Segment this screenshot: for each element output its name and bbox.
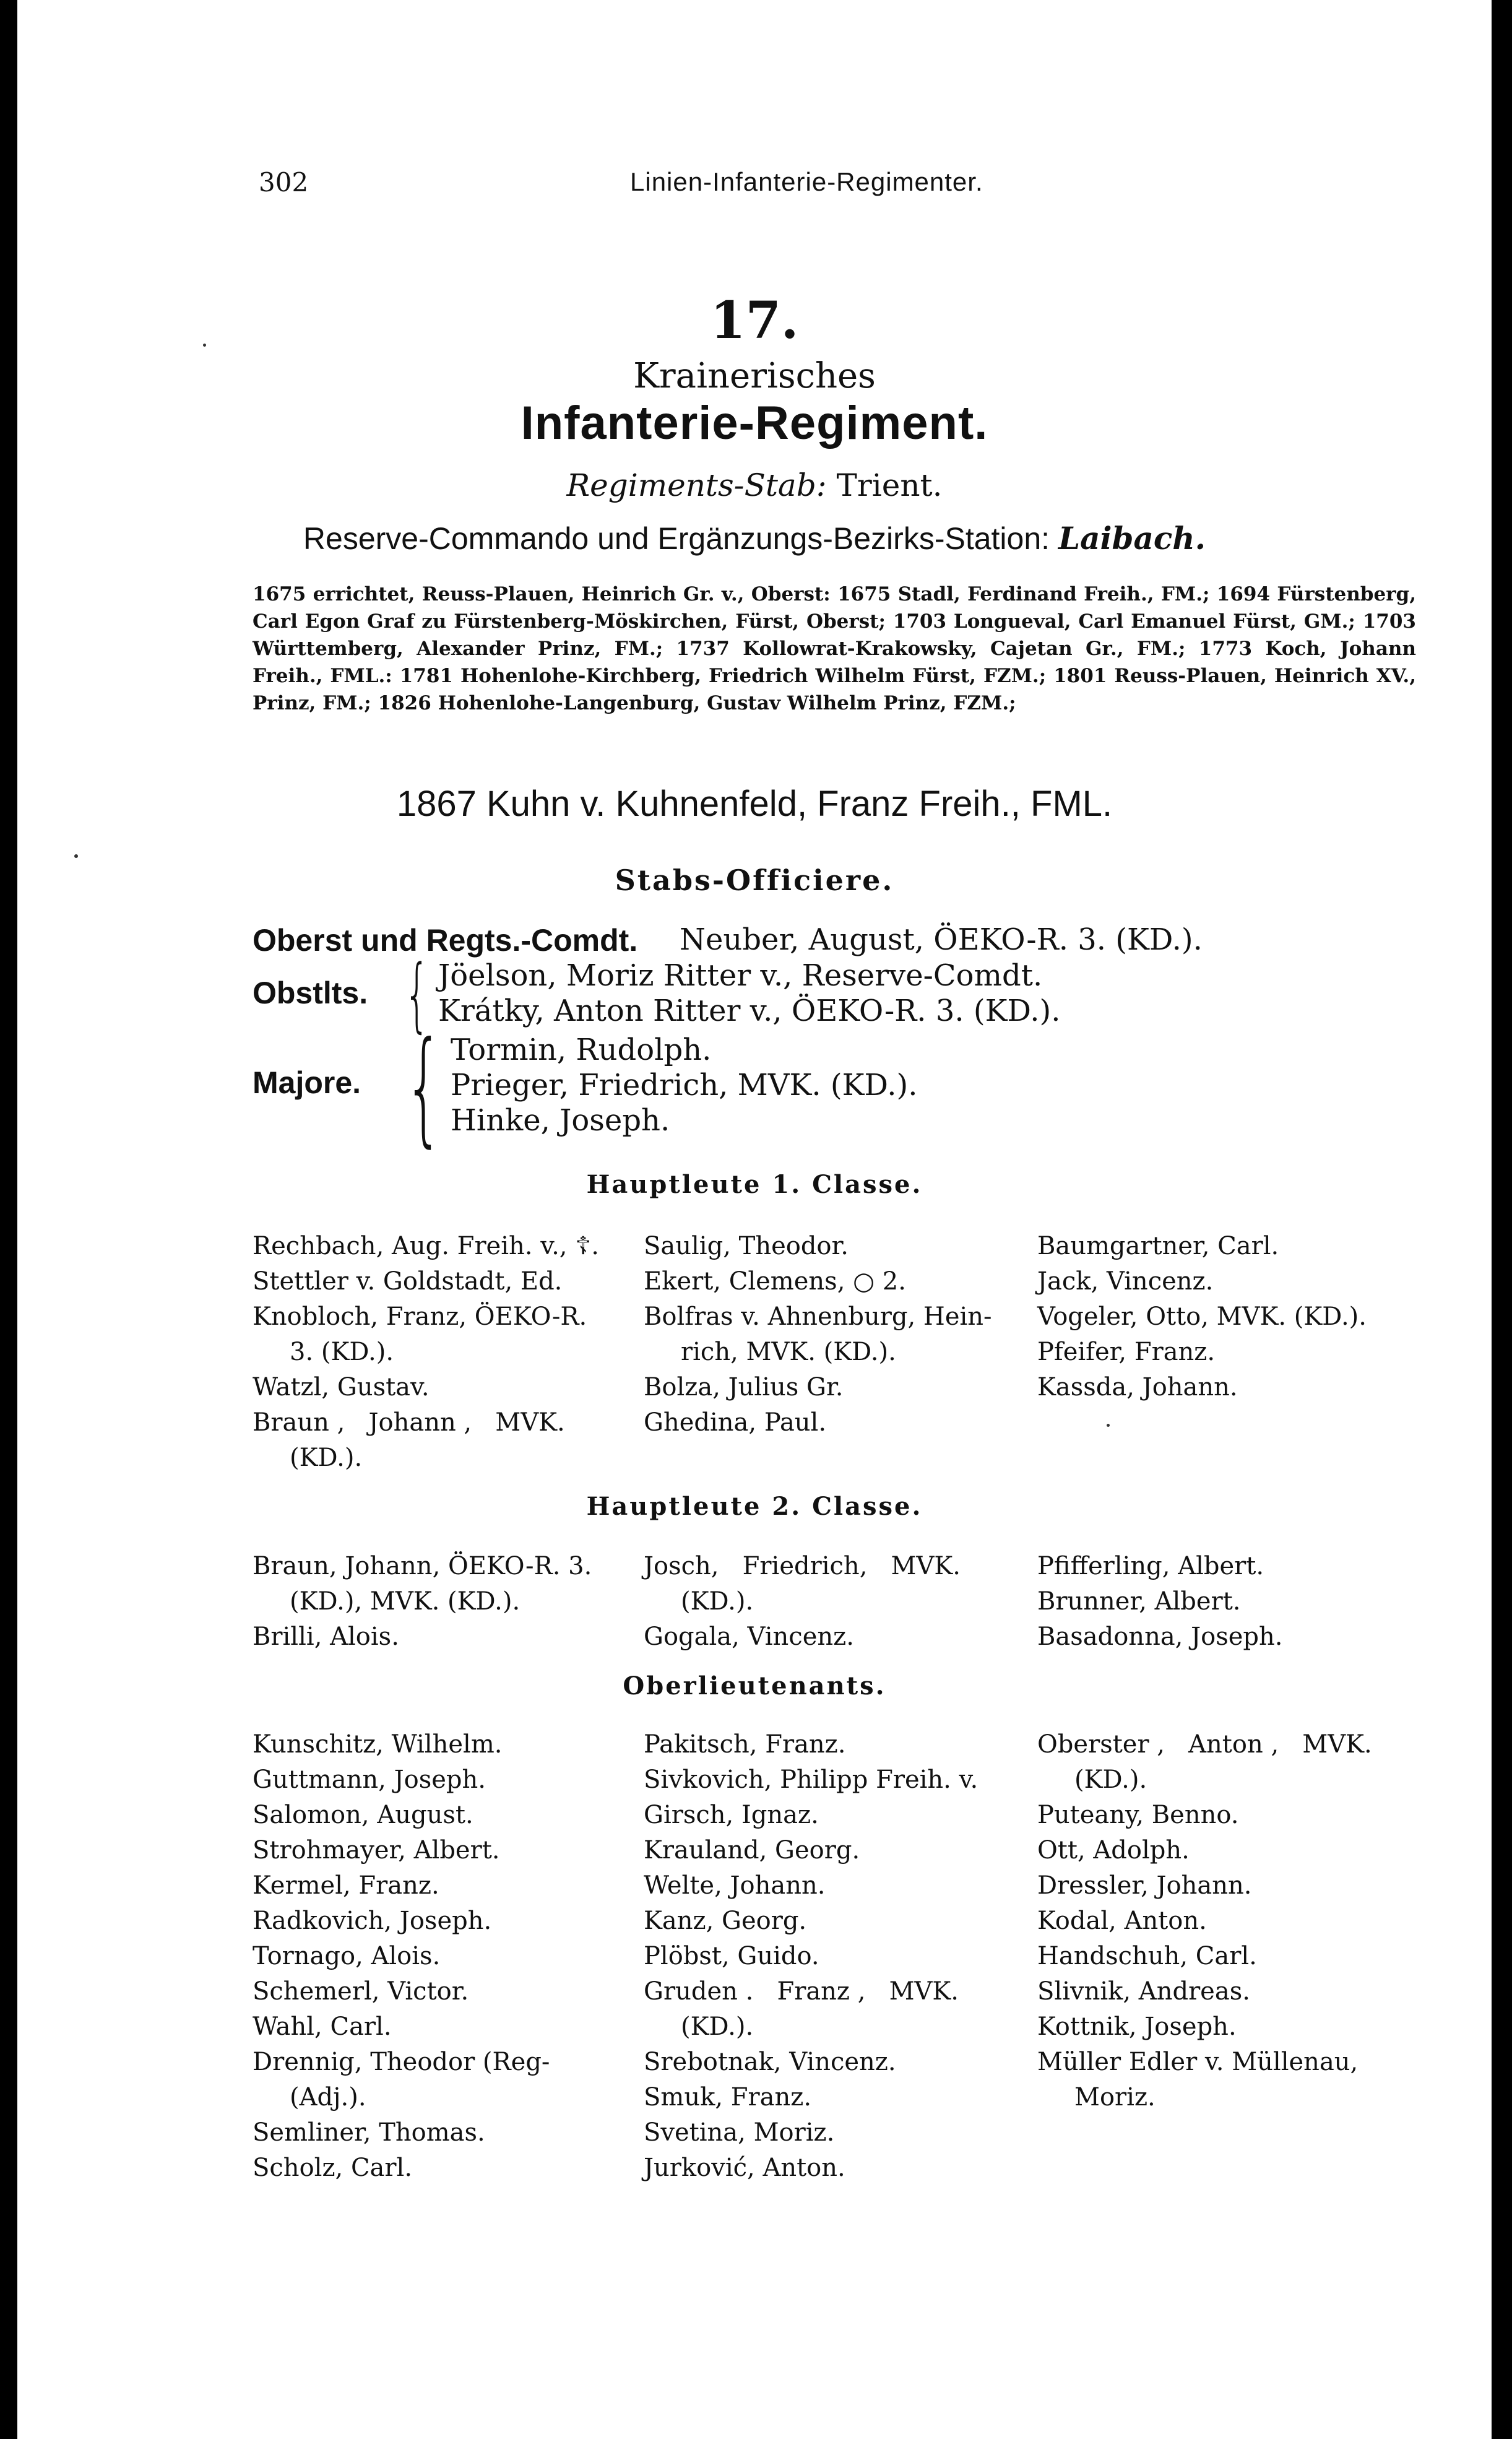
list-item: Gruden . Franz , MVK. <box>644 1977 959 2006</box>
hauptleute-1-heading: Hauptleute 1. Classe. <box>586 1170 923 1199</box>
major-2: Prieger, Friedrich, MVK. (KD.). <box>451 1068 918 1103</box>
list-item: Strohmayer, Albert. <box>253 1836 500 1865</box>
document-page <box>17 0 1492 2439</box>
stab-value: Trient. <box>836 467 943 503</box>
regiment-number: 17. <box>710 291 799 350</box>
list-item: (Adj.). <box>290 2083 366 2112</box>
list-item: Guttmann, Joseph. <box>253 1765 486 1794</box>
list-item: Srebotnak, Vincenz. <box>644 2048 896 2076</box>
list-item: Vogeler, Otto, MVK. (KD.). <box>1037 1302 1367 1331</box>
list-item: Saulig, Theodor. <box>644 1232 849 1260</box>
list-item: (KD.), MVK. (KD.). <box>290 1587 521 1616</box>
list-item: Bolza, Julius Gr. <box>644 1373 844 1401</box>
list-item: Kottnik, Joseph. <box>1037 2012 1237 2041</box>
hauptleute-1-col1 <box>253 1229 636 1476</box>
list-item: (KD.). <box>1074 1765 1147 1794</box>
list-item: Ott, Adolph. <box>1037 1836 1190 1865</box>
list-item: Rechbach, Aug. Freih. v., ☦. <box>253 1232 599 1260</box>
majore-label: Majore. <box>253 1065 361 1100</box>
regiment-inhaber: 1867 Kuhn v. Kuhnenfeld, Franz Freih., FML. <box>396 784 1113 824</box>
list-item: Sivkovich, Philipp Freih. v. <box>644 1765 978 1794</box>
list-item: Drennig, Theodor (Reg- <box>253 2048 550 2076</box>
obstlts-brace: { <box>404 947 430 1041</box>
list-item: Müller Edler v. Müllenau, <box>1037 2048 1359 2076</box>
list-item: Kermel, Franz. <box>253 1871 439 1900</box>
hauptleute-2-col3 <box>1037 1549 1483 1655</box>
list-item: Kassda, Johann. <box>1037 1373 1238 1401</box>
list-item: Braun , Johann , MVK. <box>253 1408 565 1437</box>
list-item: (KD.). <box>681 1587 754 1616</box>
hauptleute-1-col3 <box>1037 1229 1483 1405</box>
list-item: Jack, Vincenz. <box>1037 1267 1214 1296</box>
list-item: Schemerl, Victor. <box>253 1977 469 2006</box>
oberst-label: Oberst und Regts.-Comdt. <box>253 923 638 958</box>
list-item: Svetina, Moriz. <box>644 2118 835 2147</box>
regiment-title: Infanterie-Regiment. <box>521 397 988 449</box>
list-item: Salomon, August. <box>253 1801 473 1829</box>
stabs-officiere-heading: Stabs-Officiere. <box>615 864 894 897</box>
list-item: rich, MVK. (KD.). <box>681 1338 896 1366</box>
hauptleute-2-heading: Hauptleute 2. Classe. <box>586 1492 923 1521</box>
reserve-line <box>17 520 1492 557</box>
oberlieutenants-col2 <box>644 1727 1027 2186</box>
list-item: Pakitsch, Franz. <box>644 1730 846 1759</box>
list-item: Slivnik, Andreas. <box>1037 1977 1250 2006</box>
list-item: Oberster , Anton , MVK. <box>1037 1730 1372 1759</box>
list-item: (KD.). <box>290 1444 363 1472</box>
running-head: Linien-Infanterie-Regimenter. <box>630 167 983 196</box>
list-item: Girsch, Ignaz. <box>644 1801 819 1829</box>
list-item: (KD.). <box>681 2012 754 2041</box>
reserve-value: Laibach. <box>1058 520 1206 557</box>
regiment-subname: Krainerisches <box>633 356 876 396</box>
list-item: Ekert, Clemens, ○ 2. <box>644 1267 906 1296</box>
list-item: Braun, Johann, ÖEKO-R. 3. <box>253 1552 592 1580</box>
list-item: Pfifferling, Albert. <box>1037 1552 1264 1580</box>
list-item: Brilli, Alois. <box>253 1622 399 1651</box>
list-item: Kodal, Anton. <box>1037 1907 1207 1935</box>
list-item: Plöbst, Guido. <box>644 1942 819 1970</box>
list-item: Tornago, Alois. <box>253 1942 441 1970</box>
list-item: Kanz, Georg. <box>644 1907 807 1935</box>
oberlieutenants-col3 <box>1037 1727 1483 2115</box>
list-item: Bolfras v. Ahnenburg, Hein- <box>644 1302 992 1331</box>
list-item: Dressler, Johann. <box>1037 1871 1252 1900</box>
list-item: Moriz. <box>1074 2083 1156 2112</box>
list-item: Krauland, Georg. <box>644 1836 860 1865</box>
list-item: Jurković, Anton. <box>644 2154 845 2182</box>
list-item: Basadonna, Joseph. <box>1037 1622 1283 1651</box>
list-item: Scholz, Carl. <box>253 2154 413 2182</box>
regiment-stab-line <box>17 467 1492 503</box>
list-item: Josch, Friedrich, MVK. <box>644 1552 961 1580</box>
hauptleute-2-col2 <box>644 1549 1027 1655</box>
list-item: Pfeifer, Franz. <box>1037 1338 1216 1366</box>
list-item: Kunschitz, Wilhelm. <box>253 1730 503 1759</box>
list-item: Wahl, Carl. <box>253 2012 392 2041</box>
scan-speck <box>1107 1424 1110 1427</box>
list-item: 3. (KD.). <box>290 1338 394 1366</box>
reserve-label: Reserve-Commando und Ergänzungs-Bezirks-Station: <box>303 521 1050 556</box>
list-item: Handschuh, Carl. <box>1037 1942 1257 1970</box>
scan-speck <box>74 854 78 858</box>
hauptleute-2-col1 <box>253 1549 636 1655</box>
oberlieutenants-col1 <box>253 1727 636 2186</box>
list-item: Baumgartner, Carl. <box>1037 1232 1279 1260</box>
page-number: 302 <box>259 167 309 197</box>
list-item: Puteany, Benno. <box>1037 1801 1239 1829</box>
stab-label: Regiments-Stab: <box>566 467 827 503</box>
list-item: Smuk, Franz. <box>644 2083 812 2112</box>
major-3: Hinke, Joseph. <box>451 1103 670 1138</box>
obstlts-label: Obstlts. <box>253 976 368 1010</box>
list-item: Watzl, Gustav. <box>253 1373 430 1401</box>
scan-speck <box>203 344 206 347</box>
oberlieutenants-heading: Oberlieutenants. <box>623 1671 886 1700</box>
majore-brace: { <box>404 1015 444 1159</box>
list-item: Brunner, Albert. <box>1037 1587 1241 1616</box>
hauptleute-1-col2 <box>644 1229 1027 1440</box>
regiment-history: 1675 errichtet, Reuss-Plauen, Heinrich Gr. v., Oberst: 1675 Stadl, Ferdinand Freih., FM.; 1694 Fürstenberg, Carl Egon Graf zu Fürstenberg-Möskirchen, Fürst, Oberst; 1703 Longueval, Carl Emanuel Fürst, GM.; 1703 Württemberg, Alexander Prinz, FM.; 1737 Kollowrat-Krakowsky, Cajetan Gr., FM.; 1773 Koch, Johann Freih., FML.: 1781 Hohenlohe-Kirchberg, Friedrich Wilhelm Fürst, FZM.; 1801 Reuss-Plauen, Heinrich XV., Prinz, FM.; 1826 Hohenlohe-Langenburg, Gustav Wilhelm Prinz, FZM.; <box>253 583 1416 714</box>
obstlt-1: Jöelson, Moriz Ritter v., Reserve-Comdt. <box>438 958 1043 993</box>
list-item: Gogala, Vincenz. <box>644 1622 854 1651</box>
list-item: Semliner, Thomas. <box>253 2118 485 2147</box>
list-item: Stettler v. Goldstadt, Ed. <box>253 1267 563 1296</box>
list-item: Welte, Johann. <box>644 1871 826 1900</box>
list-item: Ghedina, Paul. <box>644 1408 827 1437</box>
obstlt-2: Krátky, Anton Ritter v., ÖEKO-R. 3. (KD.). <box>438 994 1061 1028</box>
list-item: Radkovich, Joseph. <box>253 1907 492 1935</box>
oberst-name: Neuber, August, ÖEKO-R. 3. (KD.). <box>680 922 1203 957</box>
major-1: Tormin, Rudolph. <box>451 1033 712 1067</box>
list-item: Knobloch, Franz, ÖEKO-R. <box>253 1302 587 1331</box>
